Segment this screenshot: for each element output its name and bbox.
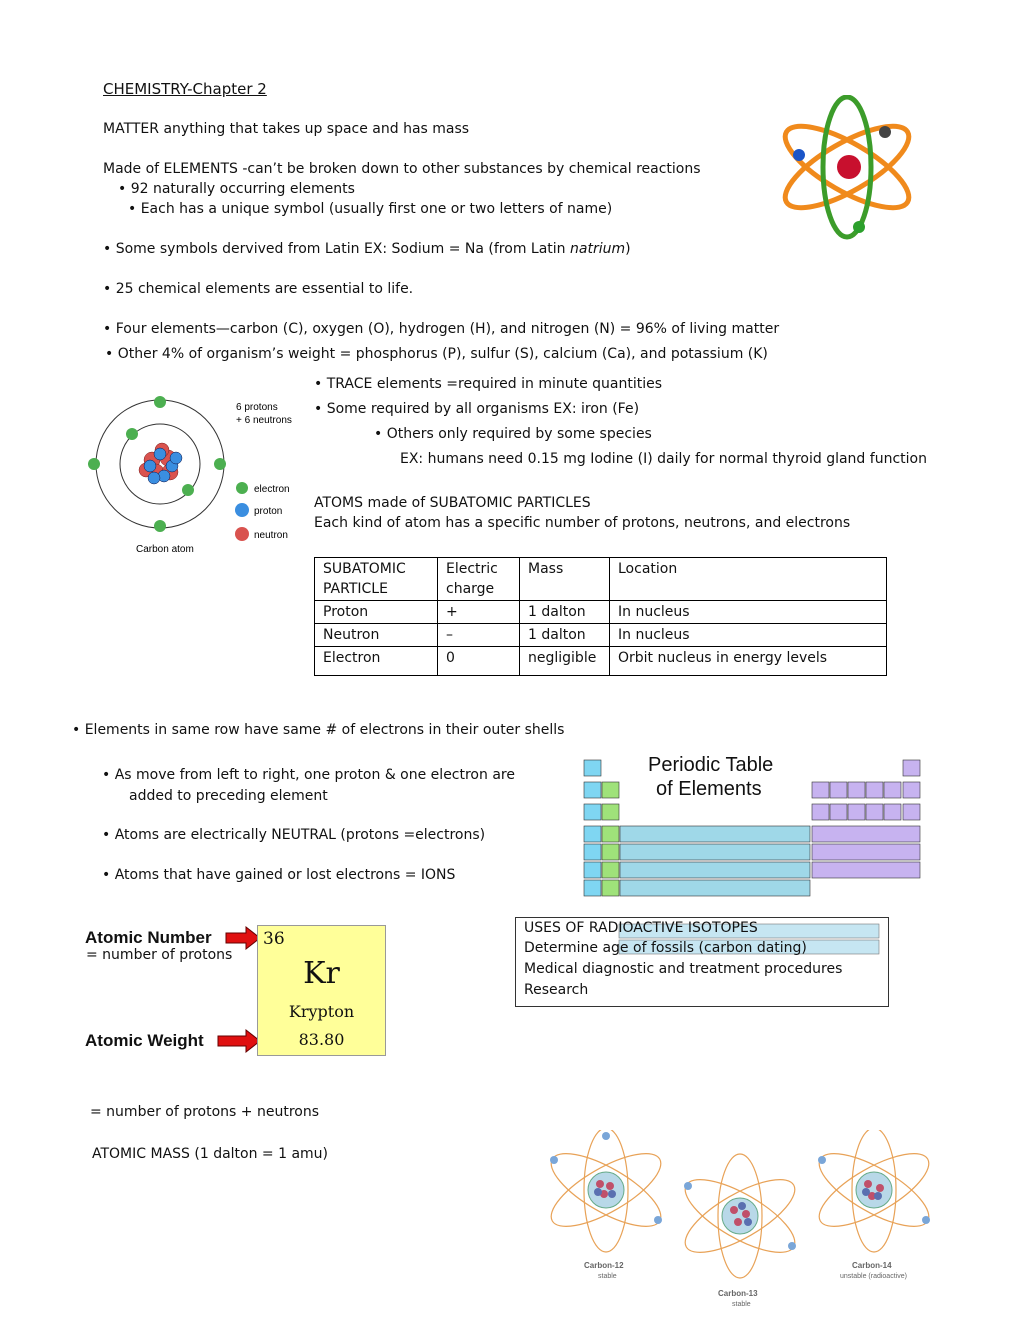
kr-name: Krypton bbox=[288, 1002, 355, 1021]
cell: In nucleus bbox=[610, 624, 887, 647]
elements-line: Made of ELEMENTS -can’t be broken down to other substances by chemical reactions bbox=[103, 161, 701, 177]
cell: Orbit nucleus in energy levels bbox=[610, 647, 887, 676]
each-kind-line: Each kind of atom has a specific number of protons, neutrons, and electrons bbox=[314, 515, 851, 531]
table-header-row bbox=[315, 558, 887, 601]
c13-name: Carbon-13 bbox=[718, 1289, 758, 1298]
protons-neutrons-line: = number of protons + neutrons bbox=[90, 1104, 319, 1120]
krypton-element-card bbox=[257, 925, 386, 1056]
page-title: CHEMISTRY-Chapter 2 bbox=[103, 80, 267, 98]
isotopes-box bbox=[515, 917, 889, 1007]
atomic-weight-label: Atomic Weight bbox=[85, 1031, 204, 1050]
atom-logo-icon bbox=[772, 95, 922, 245]
cell: negligible bbox=[520, 647, 610, 676]
rows-line: • Elements in same row have same # of electrons in their outer shells bbox=[72, 722, 565, 738]
kr-number: 36 bbox=[263, 929, 285, 949]
periodic-grid-icon bbox=[568, 748, 924, 904]
periodic-table-figure bbox=[568, 748, 924, 904]
matter-line: MATTER anything that takes up space and has mass bbox=[103, 121, 470, 137]
four-elements-line: • Four elements—carbon (C), oxygen (O), hydrogen (H), and nitrogen (N) = 96% of living matter bbox=[103, 321, 780, 337]
cell: Proton bbox=[315, 601, 438, 624]
periodic-title-2: of Elements bbox=[656, 778, 762, 800]
isotopes-line-1: Determine age of fossils (carbon dating) bbox=[524, 940, 807, 956]
table-row bbox=[315, 647, 887, 676]
c12-note: stable bbox=[598, 1273, 617, 1280]
cell: – bbox=[438, 624, 520, 647]
cell: 1 dalton bbox=[520, 624, 610, 647]
legend-neutron: neutron bbox=[254, 530, 288, 541]
atomic-number-sub: = number of protons bbox=[86, 947, 233, 963]
atomic-number-label: Atomic Number bbox=[85, 928, 212, 947]
c14-name: Carbon-14 bbox=[852, 1261, 892, 1270]
carbon-atom-diagram bbox=[84, 392, 309, 562]
ions-line: • Atoms that have gained or lost electrons = IONS bbox=[102, 867, 456, 883]
atomic-mass-line: ATOMIC MASS (1 dalton = 1 amu) bbox=[92, 1146, 329, 1162]
neutrons-label: + 6 neutrons bbox=[236, 415, 292, 426]
table-row bbox=[315, 601, 887, 624]
move-line-2: added to preceding element bbox=[129, 788, 328, 804]
some-all-line: • Some required by all organisms EX: iron (Fe) bbox=[314, 401, 640, 417]
bullet-92: • 92 naturally occurring elements bbox=[118, 181, 355, 197]
kr-weight: 83.80 bbox=[298, 1030, 345, 1049]
isotopes-line-2: Medical diagnostic and treatment procedures bbox=[524, 961, 843, 977]
legend-proton: proton bbox=[254, 506, 283, 517]
others-some-line: • Others only required by some species bbox=[374, 426, 652, 442]
c14-note: unstable (radioactive) bbox=[840, 1273, 907, 1280]
c13-note: stable bbox=[732, 1301, 751, 1308]
latin-line: • Some symbols dervived from Latin EX: Sodium = Na (from Latin natrium) bbox=[103, 241, 631, 257]
table-row bbox=[315, 624, 887, 647]
periodic-title-1: Periodic Table bbox=[648, 754, 774, 776]
protons-label: 6 protons bbox=[236, 402, 278, 413]
atoms-line: ATOMS made of SUBATOMIC PARTICLES bbox=[314, 495, 591, 511]
kr-symbol: Kr bbox=[303, 956, 340, 991]
iodine-line: EX: humans need 0.15 mg Iodine (I) daily for normal thyroid gland function bbox=[400, 451, 927, 467]
cell: 1 dalton bbox=[520, 601, 610, 624]
cell: Neutron bbox=[315, 624, 438, 647]
th-location: Location bbox=[610, 558, 887, 601]
other-4-line: • Other 4% of organism’s weight = phosphorus (P), sulfur (S), calcium (Ca), and potassium (K) bbox=[105, 346, 768, 362]
neutral-line: • Atoms are electrically NEUTRAL (protons =electrons) bbox=[102, 827, 486, 843]
cell: Electron bbox=[315, 647, 438, 676]
cell: 0 bbox=[438, 647, 520, 676]
move-line-1: • As move from left to right, one proton & one electron are bbox=[102, 767, 515, 783]
cell: + bbox=[438, 601, 520, 624]
isotopes-line-3: Research bbox=[524, 982, 589, 998]
essential-line: • 25 chemical elements are essential to life. bbox=[103, 281, 414, 297]
legend-electron: electron bbox=[254, 484, 290, 495]
carbon-caption: Carbon atom bbox=[136, 544, 194, 555]
th-mass: Mass bbox=[520, 558, 610, 601]
subatomic-table bbox=[314, 557, 887, 676]
cell: In nucleus bbox=[610, 601, 887, 624]
trace-line: • TRACE elements =required in minute quantities bbox=[314, 376, 663, 392]
th-charge: Electric charge bbox=[438, 558, 520, 601]
th-particle: SUBATOMIC PARTICLE bbox=[315, 558, 438, 601]
isotopes-title: USES OF RADIOACTIVE ISOTOPES bbox=[524, 920, 758, 936]
arrow-right-icon bbox=[216, 1028, 262, 1054]
c12-name: Carbon-12 bbox=[584, 1261, 624, 1270]
carbon-isotopes-figure bbox=[540, 1130, 930, 1310]
bullet-symbol: • Each has a unique symbol (usually first one or two letters of name) bbox=[128, 201, 613, 217]
